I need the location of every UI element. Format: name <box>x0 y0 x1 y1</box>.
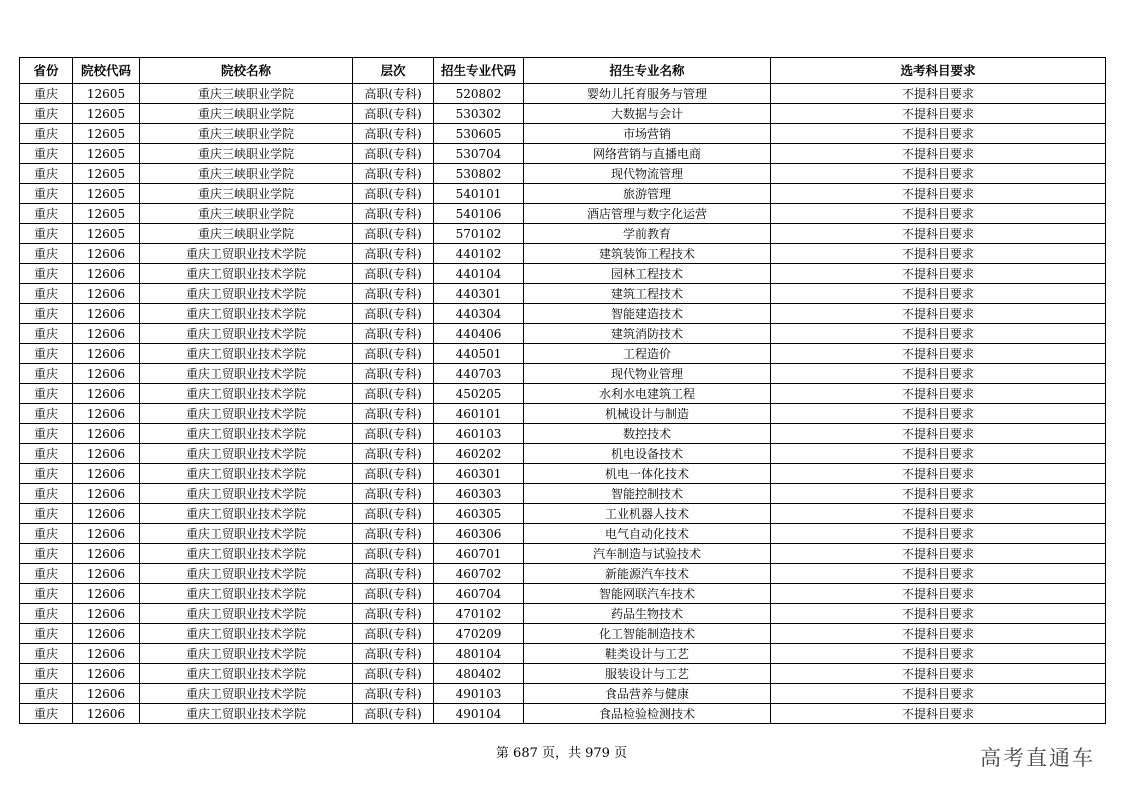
cell-subject-requirement: 不提科目要求 <box>771 304 1106 324</box>
cell-school-name: 重庆工贸职业技术学院 <box>140 644 353 664</box>
table-row <box>20 624 1106 644</box>
cell-school-code: 12606 <box>73 624 140 644</box>
cell-major-name: 酒店管理与数字化运营 <box>524 204 771 224</box>
cell-level: 高职(专科) <box>353 364 434 384</box>
cell-school-code: 12606 <box>73 664 140 684</box>
cell-school-code: 12605 <box>73 224 140 244</box>
cell-major-name: 市场营销 <box>524 124 771 144</box>
cell-province: 重庆 <box>20 364 73 384</box>
cell-subject-requirement: 不提科目要求 <box>771 384 1106 404</box>
cell-major-code: 440104 <box>434 264 524 284</box>
header-school-name: 院校名称 <box>140 58 353 84</box>
cell-subject-requirement: 不提科目要求 <box>771 164 1106 184</box>
cell-major-name: 建筑工程技术 <box>524 284 771 304</box>
cell-subject-requirement: 不提科目要求 <box>771 244 1106 264</box>
table-row <box>20 584 1106 604</box>
cell-major-name: 水利水电建筑工程 <box>524 384 771 404</box>
cell-school-code: 12605 <box>73 124 140 144</box>
cell-subject-requirement: 不提科目要求 <box>771 684 1106 704</box>
watermark-logo-text: 高考直通车 <box>980 746 1095 770</box>
cell-school-code: 12606 <box>73 544 140 564</box>
cell-level: 高职(专科) <box>353 244 434 264</box>
cell-level: 高职(专科) <box>353 84 434 104</box>
cell-school-code: 12606 <box>73 404 140 424</box>
cell-major-code: 530704 <box>434 144 524 164</box>
cell-school-name: 重庆三峡职业学院 <box>140 224 353 244</box>
cell-province: 重庆 <box>20 704 73 724</box>
cell-major-code: 480104 <box>434 644 524 664</box>
table-row <box>20 264 1106 284</box>
cell-subject-requirement: 不提科目要求 <box>771 324 1106 344</box>
cell-school-name: 重庆工贸职业技术学院 <box>140 524 353 544</box>
cell-major-name: 食品营养与健康 <box>524 684 771 704</box>
cell-level: 高职(专科) <box>353 184 434 204</box>
cell-province: 重庆 <box>20 584 73 604</box>
table-row <box>20 384 1106 404</box>
cell-major-code: 440501 <box>434 344 524 364</box>
cell-major-code: 460305 <box>434 504 524 524</box>
cell-level: 高职(专科) <box>353 224 434 244</box>
cell-major-code: 540101 <box>434 184 524 204</box>
cell-province: 重庆 <box>20 184 73 204</box>
cell-subject-requirement: 不提科目要求 <box>771 564 1106 584</box>
cell-level: 高职(专科) <box>353 564 434 584</box>
cell-school-name: 重庆工贸职业技术学院 <box>140 404 353 424</box>
cell-level: 高职(专科) <box>353 624 434 644</box>
cell-subject-requirement: 不提科目要求 <box>771 544 1106 564</box>
cell-major-code: 440703 <box>434 364 524 384</box>
cell-school-name: 重庆三峡职业学院 <box>140 144 353 164</box>
cell-subject-requirement: 不提科目要求 <box>771 364 1106 384</box>
table-row <box>20 304 1106 324</box>
cell-school-code: 12606 <box>73 304 140 324</box>
cell-level: 高职(专科) <box>353 504 434 524</box>
cell-level: 高职(专科) <box>353 384 434 404</box>
cell-school-code: 12606 <box>73 464 140 484</box>
table-row <box>20 604 1106 624</box>
table-row <box>20 664 1106 684</box>
cell-school-code: 12606 <box>73 524 140 544</box>
cell-school-name: 重庆工贸职业技术学院 <box>140 344 353 364</box>
cell-school-name: 重庆工贸职业技术学院 <box>140 424 353 444</box>
cell-province: 重庆 <box>20 124 73 144</box>
cell-level: 高职(专科) <box>353 544 434 564</box>
cell-major-name: 建筑消防技术 <box>524 324 771 344</box>
cell-school-code: 12606 <box>73 484 140 504</box>
cell-province: 重庆 <box>20 664 73 684</box>
cell-school-name: 重庆工贸职业技术学院 <box>140 684 353 704</box>
cell-school-name: 重庆三峡职业学院 <box>140 164 353 184</box>
table-row <box>20 204 1106 224</box>
table-row <box>20 684 1106 704</box>
cell-major-code: 460303 <box>434 484 524 504</box>
cell-level: 高职(专科) <box>353 704 434 724</box>
cell-province: 重庆 <box>20 644 73 664</box>
table-row <box>20 644 1106 664</box>
cell-major-name: 机电一体化技术 <box>524 464 771 484</box>
table-row <box>20 244 1106 264</box>
cell-level: 高职(专科) <box>353 464 434 484</box>
cell-province: 重庆 <box>20 84 73 104</box>
cell-province: 重庆 <box>20 344 73 364</box>
cell-school-name: 重庆三峡职业学院 <box>140 204 353 224</box>
table-row <box>20 524 1106 544</box>
cell-major-code: 440301 <box>434 284 524 304</box>
cell-major-name: 服装设计与工艺 <box>524 664 771 684</box>
cell-major-name: 药品生物技术 <box>524 604 771 624</box>
cell-subject-requirement: 不提科目要求 <box>771 344 1106 364</box>
cell-school-code: 12606 <box>73 344 140 364</box>
cell-major-code: 470209 <box>434 624 524 644</box>
table-body <box>20 84 1106 724</box>
table-row <box>20 424 1106 444</box>
cell-level: 高职(专科) <box>353 644 434 664</box>
cell-major-name: 网络营销与直播电商 <box>524 144 771 164</box>
cell-school-code: 12606 <box>73 284 140 304</box>
cell-province: 重庆 <box>20 304 73 324</box>
cell-major-name: 现代物业管理 <box>524 364 771 384</box>
cell-school-name: 重庆工贸职业技术学院 <box>140 604 353 624</box>
cell-major-code: 490103 <box>434 684 524 704</box>
cell-level: 高职(专科) <box>353 144 434 164</box>
cell-subject-requirement: 不提科目要求 <box>771 144 1106 164</box>
table-header <box>20 58 1106 84</box>
cell-major-name: 园林工程技术 <box>524 264 771 284</box>
cell-subject-requirement: 不提科目要求 <box>771 504 1106 524</box>
cell-major-code: 460306 <box>434 524 524 544</box>
cell-school-name: 重庆工贸职业技术学院 <box>140 704 353 724</box>
cell-level: 高职(专科) <box>353 164 434 184</box>
table-row <box>20 484 1106 504</box>
cell-school-code: 12605 <box>73 164 140 184</box>
cell-school-code: 12605 <box>73 184 140 204</box>
cell-school-name: 重庆三峡职业学院 <box>140 104 353 124</box>
table-row <box>20 544 1106 564</box>
cell-school-name: 重庆工贸职业技术学院 <box>140 284 353 304</box>
cell-province: 重庆 <box>20 224 73 244</box>
cell-subject-requirement: 不提科目要求 <box>771 664 1106 684</box>
cell-level: 高职(专科) <box>353 104 434 124</box>
table-row <box>20 284 1106 304</box>
header-major-code: 招生专业代码 <box>434 58 524 84</box>
cell-major-name: 旅游管理 <box>524 184 771 204</box>
cell-school-name: 重庆工贸职业技术学院 <box>140 624 353 644</box>
header-major-name: 招生专业名称 <box>524 58 771 84</box>
admissions-table <box>19 57 1106 724</box>
table-row <box>20 364 1106 384</box>
cell-major-name: 工业机器人技术 <box>524 504 771 524</box>
cell-province: 重庆 <box>20 624 73 644</box>
cell-major-name: 化工智能制造技术 <box>524 624 771 644</box>
cell-major-name: 数控技术 <box>524 424 771 444</box>
cell-school-name: 重庆三峡职业学院 <box>140 124 353 144</box>
cell-school-code: 12606 <box>73 704 140 724</box>
cell-province: 重庆 <box>20 504 73 524</box>
table-row <box>20 104 1106 124</box>
cell-school-code: 12606 <box>73 604 140 624</box>
cell-school-name: 重庆三峡职业学院 <box>140 184 353 204</box>
cell-school-code: 12605 <box>73 84 140 104</box>
cell-province: 重庆 <box>20 684 73 704</box>
cell-school-name: 重庆工贸职业技术学院 <box>140 544 353 564</box>
header-school-code: 院校代码 <box>73 58 140 84</box>
cell-level: 高职(专科) <box>353 444 434 464</box>
cell-province: 重庆 <box>20 384 73 404</box>
cell-major-code: 490104 <box>434 704 524 724</box>
cell-school-code: 12606 <box>73 244 140 264</box>
cell-province: 重庆 <box>20 404 73 424</box>
cell-school-name: 重庆工贸职业技术学院 <box>140 664 353 684</box>
cell-major-code: 460702 <box>434 564 524 584</box>
cell-subject-requirement: 不提科目要求 <box>771 624 1106 644</box>
cell-level: 高职(专科) <box>353 324 434 344</box>
cell-school-code: 12606 <box>73 504 140 524</box>
cell-school-name: 重庆工贸职业技术学院 <box>140 384 353 404</box>
cell-major-code: 450205 <box>434 384 524 404</box>
cell-major-code: 530605 <box>434 124 524 144</box>
cell-school-code: 12605 <box>73 204 140 224</box>
cell-level: 高职(专科) <box>353 584 434 604</box>
cell-school-name: 重庆工贸职业技术学院 <box>140 444 353 464</box>
cell-major-code: 460202 <box>434 444 524 464</box>
cell-school-code: 12606 <box>73 684 140 704</box>
table-row <box>20 504 1106 524</box>
cell-major-name: 现代物流管理 <box>524 164 771 184</box>
cell-school-code: 12606 <box>73 584 140 604</box>
cell-major-code: 460704 <box>434 584 524 604</box>
cell-subject-requirement: 不提科目要求 <box>771 104 1106 124</box>
cell-school-name: 重庆工贸职业技术学院 <box>140 484 353 504</box>
cell-province: 重庆 <box>20 284 73 304</box>
cell-subject-requirement: 不提科目要求 <box>771 604 1106 624</box>
cell-major-code: 460701 <box>434 544 524 564</box>
cell-major-code: 470102 <box>434 604 524 624</box>
cell-school-name: 重庆工贸职业技术学院 <box>140 504 353 524</box>
cell-level: 高职(专科) <box>353 304 434 324</box>
cell-major-code: 440102 <box>434 244 524 264</box>
cell-level: 高职(专科) <box>353 264 434 284</box>
cell-major-name: 食品检验检测技术 <box>524 704 771 724</box>
cell-subject-requirement: 不提科目要求 <box>771 584 1106 604</box>
cell-major-name: 工程造价 <box>524 344 771 364</box>
cell-school-code: 12606 <box>73 364 140 384</box>
cell-major-code: 460301 <box>434 464 524 484</box>
cell-province: 重庆 <box>20 464 73 484</box>
cell-major-code: 460103 <box>434 424 524 444</box>
cell-province: 重庆 <box>20 244 73 264</box>
header-row <box>20 58 1106 84</box>
cell-major-name: 机械设计与制造 <box>524 404 771 424</box>
cell-subject-requirement: 不提科目要求 <box>771 524 1106 544</box>
cell-subject-requirement: 不提科目要求 <box>771 484 1106 504</box>
cell-school-name: 重庆工贸职业技术学院 <box>140 324 353 344</box>
cell-subject-requirement: 不提科目要求 <box>771 404 1106 424</box>
cell-province: 重庆 <box>20 524 73 544</box>
cell-subject-requirement: 不提科目要求 <box>771 424 1106 444</box>
cell-school-name: 重庆工贸职业技术学院 <box>140 264 353 284</box>
cell-major-code: 460101 <box>434 404 524 424</box>
cell-school-code: 12605 <box>73 144 140 164</box>
header-subject-requirement: 选考科目要求 <box>771 58 1106 84</box>
cell-major-code: 480402 <box>434 664 524 684</box>
cell-subject-requirement: 不提科目要求 <box>771 84 1106 104</box>
cell-province: 重庆 <box>20 204 73 224</box>
cell-province: 重庆 <box>20 324 73 344</box>
cell-level: 高职(专科) <box>353 424 434 444</box>
cell-major-name: 电气自动化技术 <box>524 524 771 544</box>
table-row <box>20 704 1106 724</box>
cell-province: 重庆 <box>20 264 73 284</box>
cell-province: 重庆 <box>20 164 73 184</box>
cell-level: 高职(专科) <box>353 344 434 364</box>
table-row <box>20 224 1106 244</box>
cell-level: 高职(专科) <box>353 204 434 224</box>
cell-province: 重庆 <box>20 564 73 584</box>
cell-major-code: 530302 <box>434 104 524 124</box>
cell-subject-requirement: 不提科目要求 <box>771 224 1106 244</box>
table-row <box>20 444 1106 464</box>
cell-school-code: 12606 <box>73 564 140 584</box>
cell-province: 重庆 <box>20 484 73 504</box>
table-row <box>20 324 1106 344</box>
cell-major-code: 520802 <box>434 84 524 104</box>
cell-school-name: 重庆工贸职业技术学院 <box>140 304 353 324</box>
cell-major-code: 570102 <box>434 224 524 244</box>
cell-major-name: 学前教育 <box>524 224 771 244</box>
table-row <box>20 84 1106 104</box>
header-province: 省份 <box>20 58 73 84</box>
page-number: 第 687 页，共 979 页 <box>495 746 628 761</box>
table-row <box>20 344 1106 364</box>
table-row <box>20 164 1106 184</box>
cell-subject-requirement: 不提科目要求 <box>771 204 1106 224</box>
cell-major-code: 540106 <box>434 204 524 224</box>
cell-major-name: 汽车制造与试验技术 <box>524 544 771 564</box>
cell-subject-requirement: 不提科目要求 <box>771 704 1106 724</box>
cell-school-name: 重庆工贸职业技术学院 <box>140 564 353 584</box>
cell-school-name: 重庆工贸职业技术学院 <box>140 464 353 484</box>
cell-major-code: 530802 <box>434 164 524 184</box>
cell-major-name: 鞋类设计与工艺 <box>524 644 771 664</box>
cell-major-code: 440406 <box>434 324 524 344</box>
cell-major-code: 440304 <box>434 304 524 324</box>
table-row <box>20 404 1106 424</box>
cell-school-name: 重庆三峡职业学院 <box>140 84 353 104</box>
cell-major-name: 机电设备技术 <box>524 444 771 464</box>
table-row <box>20 564 1106 584</box>
cell-level: 高职(专科) <box>353 524 434 544</box>
cell-school-code: 12606 <box>73 384 140 404</box>
table-row <box>20 184 1106 204</box>
cell-school-name: 重庆工贸职业技术学院 <box>140 364 353 384</box>
cell-province: 重庆 <box>20 144 73 164</box>
cell-province: 重庆 <box>20 604 73 624</box>
cell-subject-requirement: 不提科目要求 <box>771 264 1106 284</box>
cell-school-code: 12605 <box>73 104 140 124</box>
cell-school-code: 12606 <box>73 424 140 444</box>
cell-subject-requirement: 不提科目要求 <box>771 184 1106 204</box>
cell-level: 高职(专科) <box>353 664 434 684</box>
cell-subject-requirement: 不提科目要求 <box>771 444 1106 464</box>
cell-major-name: 婴幼儿托育服务与管理 <box>524 84 771 104</box>
cell-subject-requirement: 不提科目要求 <box>771 284 1106 304</box>
cell-major-name: 智能建造技术 <box>524 304 771 324</box>
cell-school-code: 12606 <box>73 444 140 464</box>
cell-school-name: 重庆工贸职业技术学院 <box>140 584 353 604</box>
cell-school-code: 12606 <box>73 264 140 284</box>
cell-school-name: 重庆工贸职业技术学院 <box>140 244 353 264</box>
cell-province: 重庆 <box>20 424 73 444</box>
cell-major-name: 智能网联汽车技术 <box>524 584 771 604</box>
cell-level: 高职(专科) <box>353 284 434 304</box>
cell-level: 高职(专科) <box>353 684 434 704</box>
cell-subject-requirement: 不提科目要求 <box>771 644 1106 664</box>
cell-province: 重庆 <box>20 544 73 564</box>
cell-level: 高职(专科) <box>353 604 434 624</box>
cell-school-code: 12606 <box>73 324 140 344</box>
cell-province: 重庆 <box>20 104 73 124</box>
table-row <box>20 124 1106 144</box>
cell-level: 高职(专科) <box>353 484 434 504</box>
cell-level: 高职(专科) <box>353 404 434 424</box>
cell-school-code: 12606 <box>73 644 140 664</box>
cell-major-name: 大数据与会计 <box>524 104 771 124</box>
cell-subject-requirement: 不提科目要求 <box>771 124 1106 144</box>
cell-level: 高职(专科) <box>353 124 434 144</box>
table-row <box>20 464 1106 484</box>
cell-subject-requirement: 不提科目要求 <box>771 464 1106 484</box>
cell-province: 重庆 <box>20 444 73 464</box>
header-level: 层次 <box>353 58 434 84</box>
cell-major-name: 建筑装饰工程技术 <box>524 244 771 264</box>
cell-major-name: 智能控制技术 <box>524 484 771 504</box>
table-row <box>20 144 1106 164</box>
cell-major-name: 新能源汽车技术 <box>524 564 771 584</box>
